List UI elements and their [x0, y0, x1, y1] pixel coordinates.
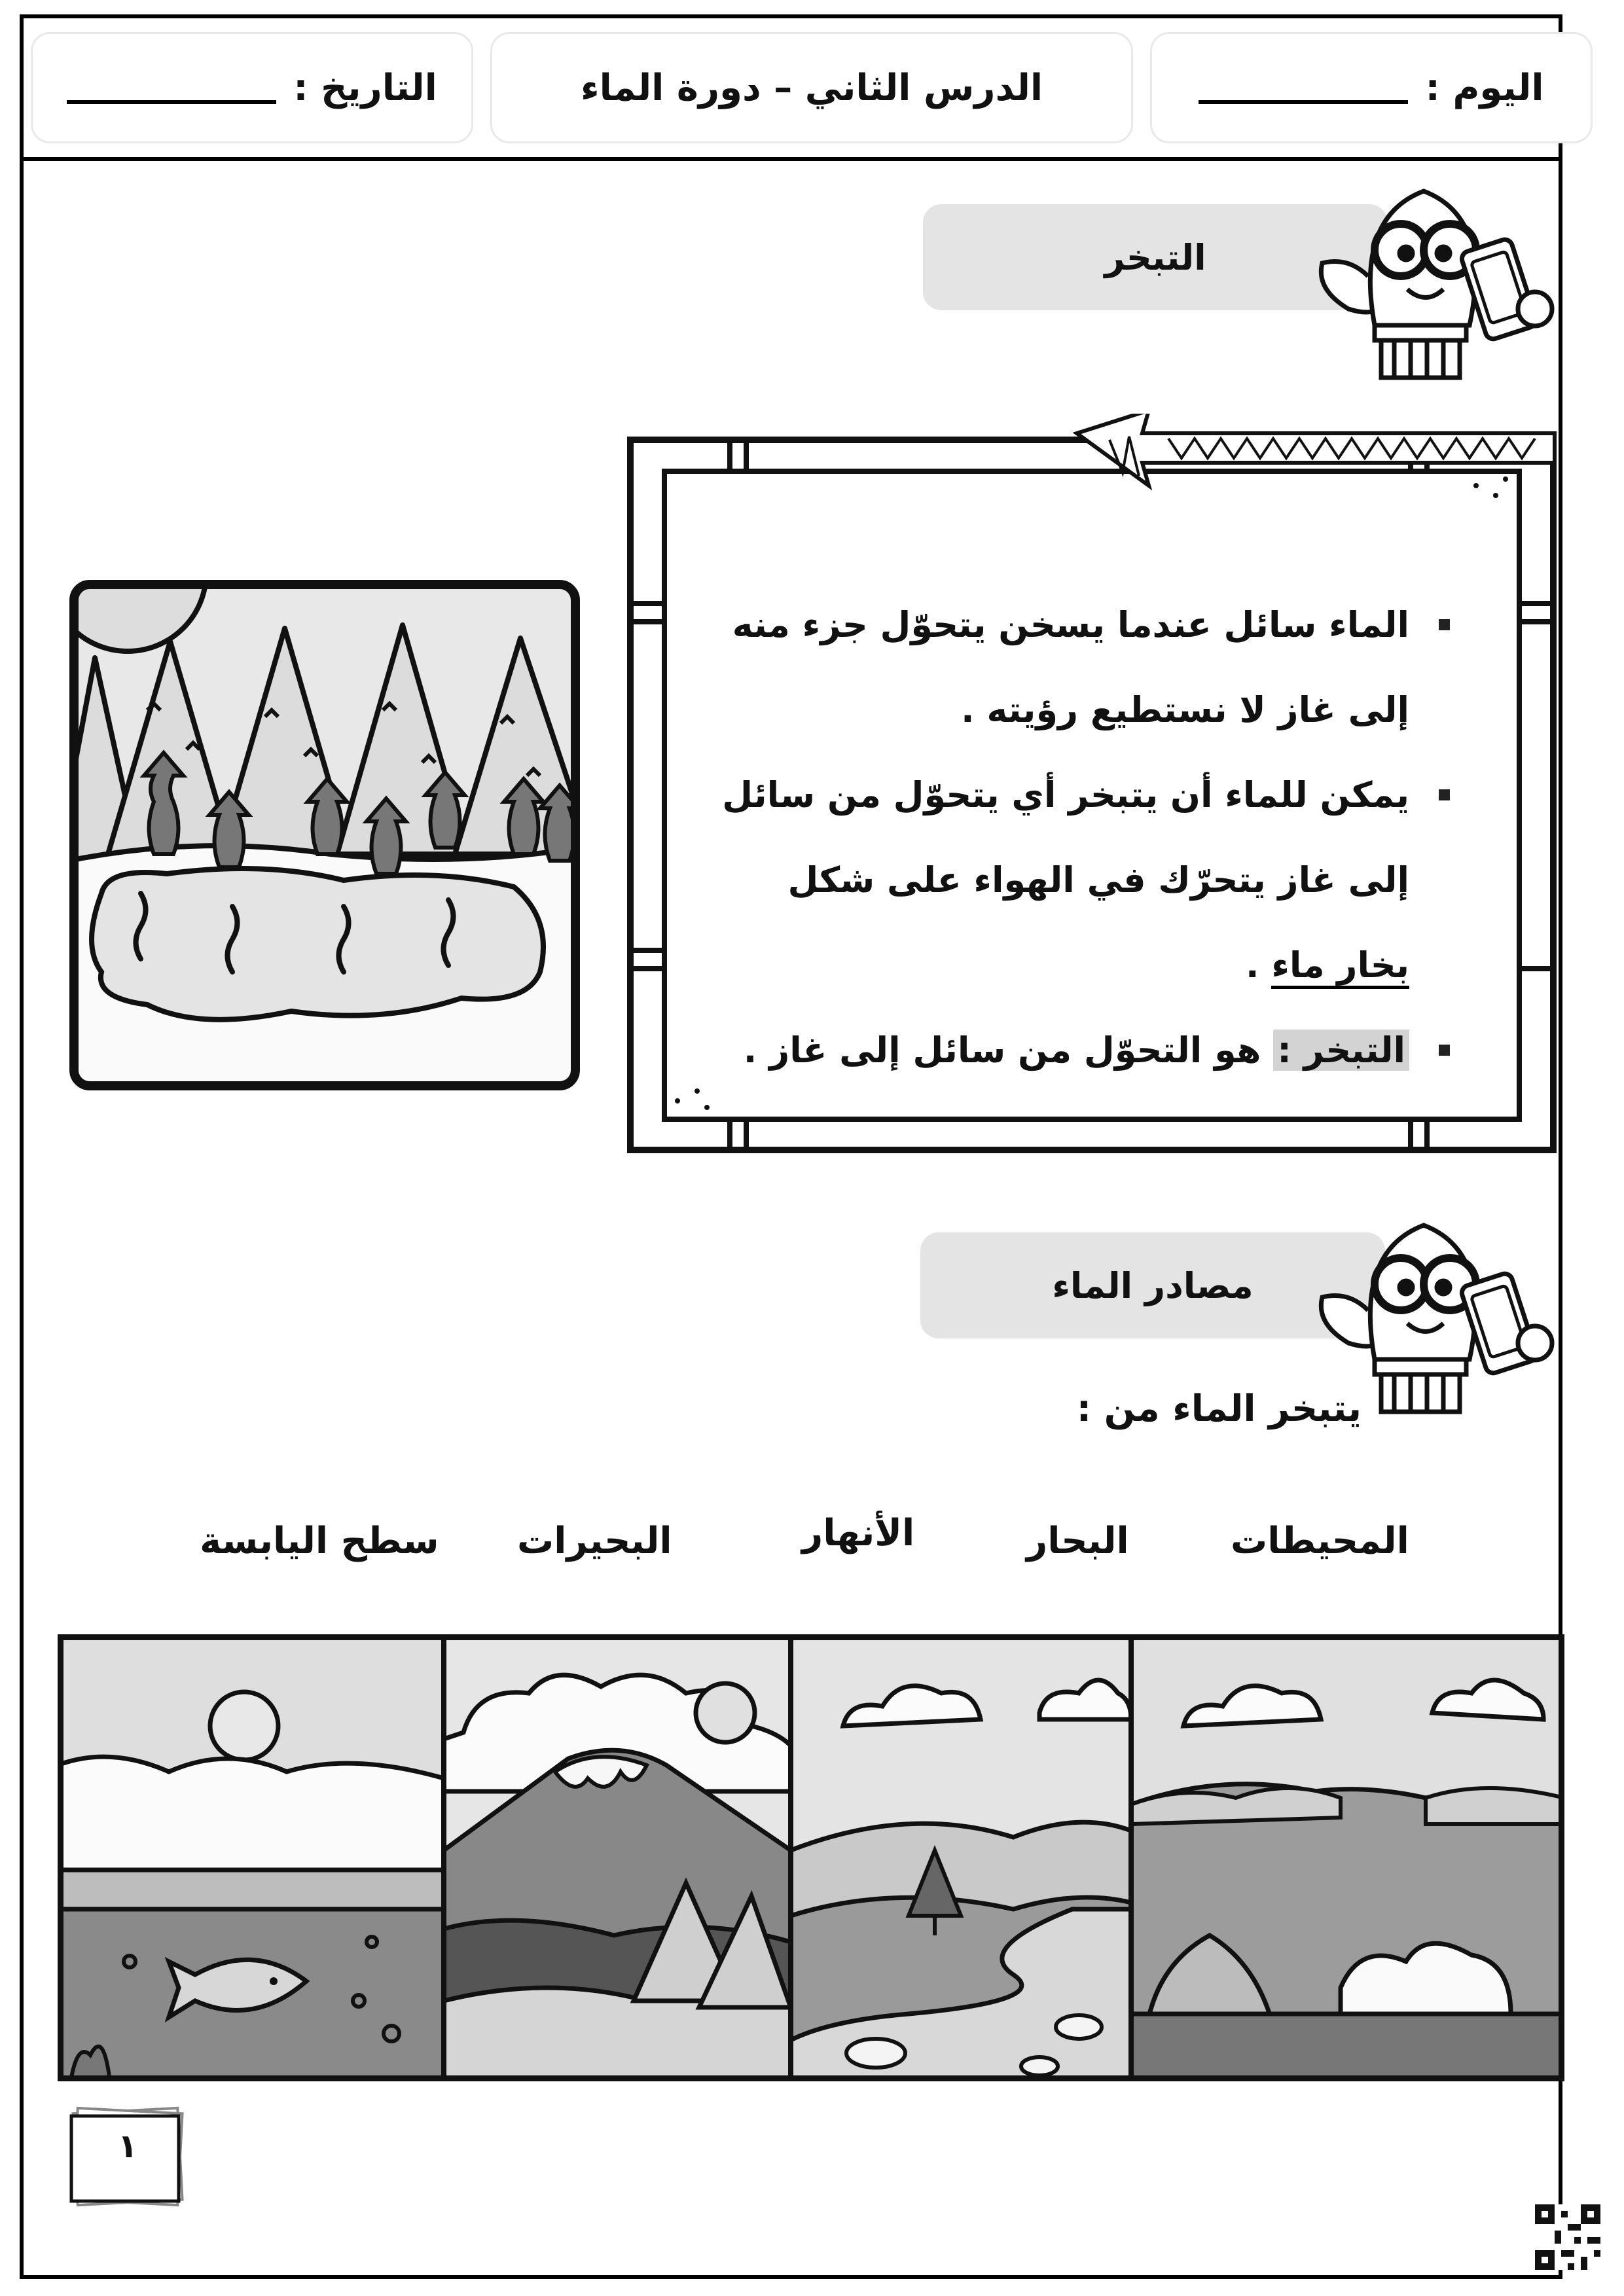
- page-number: ١: [117, 2127, 138, 2165]
- date-blank[interactable]: [67, 71, 276, 104]
- evaporation-title-text: التبخر: [1104, 236, 1206, 278]
- date-label: التاريخ :: [293, 66, 437, 109]
- day-blank[interactable]: [1199, 71, 1408, 104]
- date-box: [33, 34, 471, 141]
- definition-term: التبخر :: [1273, 1030, 1409, 1071]
- ocean-panel: [1131, 1634, 1564, 2081]
- source-label-rivers: الأنهار: [802, 1512, 915, 1554]
- sea-panel: [58, 1634, 444, 2081]
- header-divider: [20, 157, 1562, 161]
- cactus-mascot-icon: [1309, 178, 1578, 387]
- day-box: [1152, 34, 1591, 141]
- water-sources-title-text: مصادر الماء: [1052, 1265, 1254, 1306]
- day-label: اليوم :: [1425, 66, 1544, 109]
- source-label-land-surface: سطح اليابسة: [200, 1520, 439, 1562]
- evaporation-bullets: [704, 583, 1450, 1093]
- lesson-title-box: [492, 34, 1131, 141]
- source-label-oceans: المحيطات: [1231, 1520, 1409, 1562]
- source-label-lakes: البحيرات: [517, 1520, 672, 1562]
- bullet-item: [704, 583, 1450, 753]
- mountain-panel: [444, 1634, 791, 2081]
- qr-code-icon: [1535, 2204, 1600, 2270]
- water-sources-illustration: [58, 1634, 1564, 2081]
- lake-evaporation-illustration: [69, 579, 581, 1091]
- steam-term: بخار ماء: [1271, 944, 1409, 989]
- evaporates-from-text: يتبخر الماء من :: [1076, 1388, 1362, 1430]
- lesson-title: الدرس الثاني – دورة الماء: [580, 66, 1043, 109]
- bullet-2-end: .: [1245, 944, 1272, 986]
- bullet-2-text: يمكن للماء أن يتبخر أي يتحوّل من سائل إلى غاز يتحرّك في الهواء على شكل: [722, 774, 1409, 901]
- definition-text: هو التحوّل من سائل إلى غاز .: [743, 1030, 1274, 1071]
- river-panel: [791, 1634, 1131, 2081]
- bullet-item: [704, 753, 1450, 1008]
- source-label-seas: البحار: [1026, 1520, 1129, 1562]
- bullet-1-text: الماء سائل عندما يسخن يتحوّل جزء منه إلى غاز لا نستطيع رؤيته .: [732, 604, 1409, 730]
- bullet-item: [704, 1008, 1450, 1093]
